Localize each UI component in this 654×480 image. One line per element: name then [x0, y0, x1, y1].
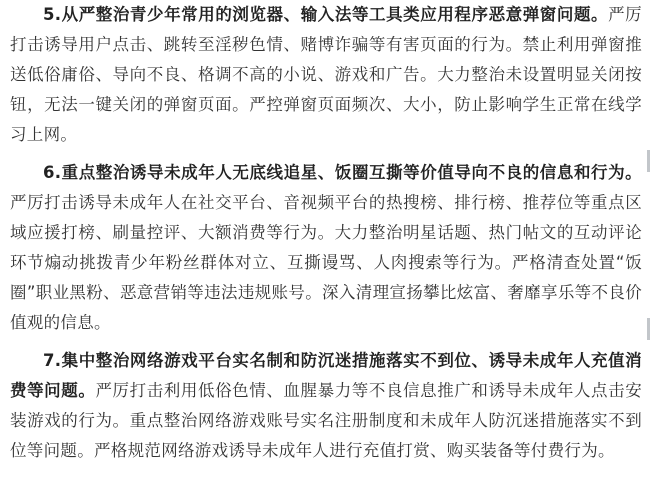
paragraph-heading: 5.从严整治青少年常用的浏览器、输入法等工具类应用程序恶意弹窗问题。	[43, 5, 609, 24]
article-body	[10, 0, 642, 474]
paragraph-item-6	[10, 158, 642, 338]
paragraph-text: 严厉打击诱导未成年人在社交平台、音视频平台的热搜榜、排行榜、推荐位等重点区域应援打榜、刷量控评、大额消费等行为。大力整治明星话题、热门帖文的互动评论环节煽动挑拨青少年粉丝群体对立、互撕谩骂、人肉搜索等行为。严格清查处置“饭圈”职业黑粉、恶意营销等违法违规账号。深入清理宣扬攀比炫富、奢靡享乐等不良价值观的信息。	[10, 193, 642, 332]
paragraph-item-5	[10, 0, 642, 150]
scroll-edge-marker	[647, 150, 650, 172]
scroll-edge-marker	[647, 318, 650, 340]
paragraph-text: 严厉打击利用低俗色情、血腥暴力等不良信息推广和诱导未成年人点击安装游戏的行为。重点整治网络游戏账号实名注册制度和未成年人防沉迷措施落实不到位等问题。严格规范网络游戏诱导未成年人进行充值打赏、购买装备等付费行为。	[10, 381, 643, 460]
paragraph-heading: 6.重点整治诱导未成年人无底线追星、饭圈互撕等价值导向不良的信息和行为。	[43, 163, 642, 182]
paragraph-item-7	[10, 346, 642, 466]
paragraph-heading: 7.集中整治网络游戏平台实名制和防沉迷措施落实不到位、诱导未成年人充值消费等问题。	[10, 351, 642, 400]
paragraph-text: 严厉打击诱导用户点击、跳转至淫秽色情、赌博诈骗等有害页面的行为。禁止利用弹窗推送低俗庸俗、导向不良、格调不高的小说、游戏和广告。大力整治未设置明显关闭按钮，无法一键关闭的弹窗页面。严控弹窗页面频次、大小，防止影响学生正常在线学习上网。	[10, 5, 642, 144]
